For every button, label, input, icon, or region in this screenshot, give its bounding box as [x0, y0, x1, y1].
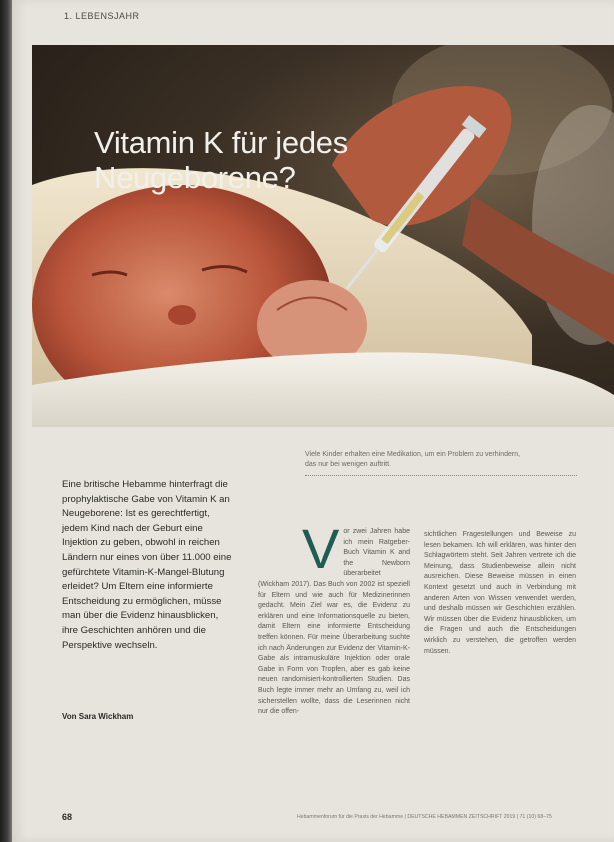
body-text-1: or zwei Jahren habe ich mein Ratgeber-Buch Vitamin K and the Newborn überarbeitet (Wickham 2017). Das Buch von 2002 ist speziell für Eltern und wie auch für Medizinerinnen gedacht. Mein Ziel war es, die Evidenz zu erklären und eine Informationsquelle zu bieten, damit Eltern eine informierte Entscheidung treffen können. Für meine Überarbeitung suchte ich nach Änderungen zur Evidenz der Vitamin-K-Gabe als intramuskuläre Injektion oder orale Gabe in Form von Tropfen, aber es gab keine neuen randomisiert-kontrollierten Studien. Das Buch legte immer mehr an Umfang zu, weil ich sicherstellen wollte, dass die Leserinnen nicht nur die offen-: [258, 528, 410, 716]
caption-line-2: das nur bei wenigen auftritt.: [305, 461, 391, 468]
footer-citation: Hebammenforum für die Praxis der Hebamme | DEUTSCHE HEBAMMEN ZEITSCHRIFT 2019 | 71 (10) 68–75: [297, 814, 552, 820]
drop-cap: V: [302, 517, 340, 580]
article-title: [94, 125, 348, 195]
caption-divider: [305, 475, 577, 476]
photo-illustration: [32, 45, 614, 427]
photo-caption: [305, 450, 575, 470]
author-byline: Von Sara Wickham: [62, 712, 134, 721]
page-number: 68: [62, 812, 73, 822]
article-intro: Eine britische Hebamme hinterfragt die prophylaktische Gabe von Vitamin K an Neugeborene: Ist es gerechtfertigt, jedem Kind nach der Geburt eine Injektion zu geben, obwohl in reichen Ländern nur eines von über 11.000 eine gefürchtete Vitamin-K-Mangel-Blutung erleidet? Um Eltern eine informierte Entscheidung zu ermöglichen, müsse man über die Evidenz hinausblicken, ihre Geschichten anhören und die Perspektive wechseln.: [62, 479, 232, 651]
body-column-1: [258, 517, 410, 718]
binding-shadow: [0, 0, 12, 842]
section-label: 1. LEBENSJAHR: [64, 11, 140, 21]
caption-line-1: Viele Kinder erhalten eine Medikation, um ein Problem zu verhindern,: [305, 451, 521, 458]
title-line-2: Neugeborene?: [94, 160, 296, 195]
title-line-1: Vitamin K für jedes: [94, 125, 348, 160]
body-column-2: sichtlichen Fragestellungen und Beweise zu lesen bekamen. Ich will erklären, was hinter den Schlagwörtern steht. Seit Jahren vertrete ich die Meinung, dass Studienbeweise allein nicht ausreichen. Diese Beweise müssen in einen Kontext gesetzt und auch in Verbindung mit anderen Arten von Wissen verwendet werden, und deshalb müssen wir Geschichten erzählen. Wir müssen über die Evidenz hinausblicken, um die Fragen und auch die Entscheidungen wirklich zu verstehen, die getroffen werden müssen.: [424, 531, 576, 655]
newborn-injection-photo: [32, 45, 614, 427]
